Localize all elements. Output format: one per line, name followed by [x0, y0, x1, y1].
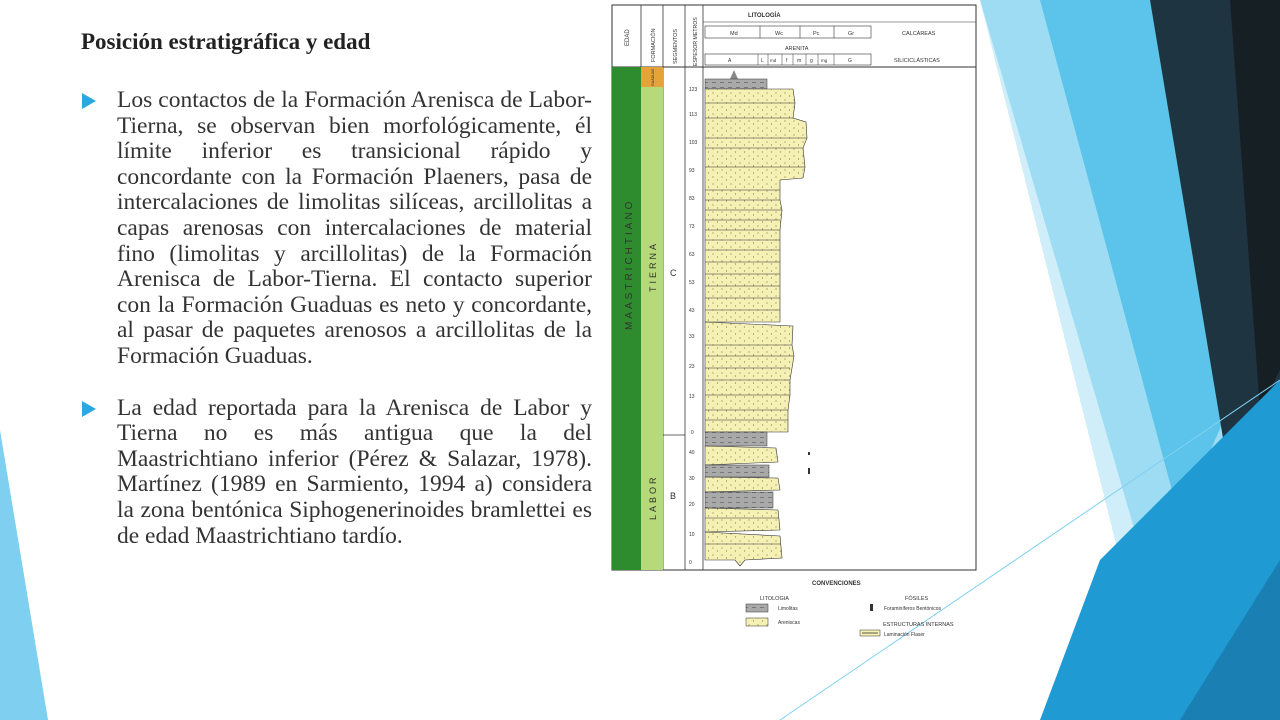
bullet-item-age — [80, 396, 592, 550]
thickness-label: 43 — [689, 308, 695, 314]
thickness-label: 20 — [689, 502, 695, 508]
legend-laminacion: Laminación Flaser — [884, 632, 925, 638]
silici-col-f: f — [786, 58, 788, 64]
guaduas-label: GUADUAS — [651, 68, 655, 86]
header-litologia: LITOLOGÍA — [748, 13, 781, 19]
bullet-list — [80, 88, 592, 549]
thickness-label: 93 — [689, 168, 695, 174]
silici-col-l: L — [761, 58, 764, 64]
silici-col-m: m — [797, 58, 802, 64]
thickness-label: 30 — [689, 476, 695, 482]
slide-title: Posición estratigráfica y edad — [81, 29, 371, 54]
thickness-label: 0 — [689, 560, 692, 566]
silici-col-a: A — [728, 58, 732, 64]
calc-col-wc: Wc — [775, 31, 783, 37]
bed-limolita — [705, 432, 767, 446]
header-edad: EDAD — [625, 29, 631, 46]
header-espesor: ESPESOR METROS — [693, 17, 699, 66]
bed-arenisca-middle — [705, 322, 794, 432]
thickness-label: 123 — [689, 87, 698, 93]
header-arenita: ARENITA — [785, 46, 809, 52]
legend-title: CONVENCIONES — [812, 581, 861, 587]
legend-foraminiferos: Foraminíferos Bentónicos — [884, 606, 941, 612]
left-bottom-shard — [0, 430, 48, 720]
silici-col-g: g — [810, 58, 813, 64]
header-siliciclasticas: SILICICLÁSTICAS — [894, 58, 940, 64]
stratigraphic-column — [606, 0, 986, 660]
thickness-label: 40 — [689, 450, 695, 456]
silici-col-mg: mg — [821, 58, 828, 63]
areniscas-swatch — [746, 618, 768, 626]
calc-col-md: Md — [730, 31, 738, 37]
thickness-label: 53 — [689, 280, 695, 286]
foraminifera-icon — [870, 604, 873, 611]
legend — [746, 581, 954, 638]
fossil-marker-icon — [808, 452, 810, 455]
thickness-label: 33 — [689, 334, 695, 340]
header-calcareas: CALCÁREAS — [902, 31, 936, 37]
column-frame — [612, 5, 976, 570]
thickness-label: 10 — [689, 532, 695, 538]
calc-col-gr: Gr — [848, 31, 855, 37]
bullet-arrow-icon — [82, 401, 96, 417]
fossil-marker-icon — [808, 468, 810, 474]
segment-c: C — [670, 268, 677, 278]
header-formacion: FORMACIÓN — [651, 28, 657, 62]
segment-b: B — [670, 491, 677, 501]
bed-arenisca — [705, 508, 780, 532]
formation-top-label: TIERNA — [648, 240, 658, 292]
bed-limolita — [705, 465, 769, 477]
silici-col-gg: G — [848, 58, 852, 64]
bullet-text: Los contactos de la Formación Arenisca de Labor-Tierna, se observan bien morfológicamente, él límite inferior es transicional rápido y concordante con la Formación Plaeners, pasa de intercalaciones de limolitas silíceas, arcillolitas a capas arenosas con intercalaciones de material fino (limolitas y arcillolitas) de la Formación Arenisca de Labor-Tierna. El contacto superior con la Formación Guaduas es neto y concordante, al pasar de paquetes arenosos a arcillolitas de la Formación Guaduas. — [117, 87, 592, 369]
thickness-label: 113 — [689, 112, 697, 118]
header-segmentos: SEGMENTOS — [673, 28, 679, 64]
thickness-label: 13 — [689, 394, 695, 400]
bullet-item-contacts — [80, 88, 592, 370]
legend-limolitas: Limolitas — [778, 606, 798, 612]
bed-arenisca — [705, 446, 778, 465]
legend-fosiles: FÓSILES — [905, 596, 929, 602]
calc-col-pc: Pc — [813, 31, 820, 37]
silici-col-md: md — [770, 58, 777, 63]
legend-litologia: LITOLOGIA — [760, 596, 789, 602]
bed-limolita — [705, 492, 773, 508]
legend-areniscas: Areniscas — [778, 620, 800, 626]
bed-arenisca — [705, 477, 780, 492]
formation-bottom-label: LABOR — [648, 474, 658, 520]
thickness-label: 73 — [689, 224, 695, 230]
legend-estructuras: ESTRUCTURAS INTERNAS — [883, 622, 954, 628]
thickness-label: 23 — [689, 364, 695, 370]
thickness-label: 63 — [689, 252, 695, 258]
bed-limolita — [705, 79, 767, 89]
thickness-label: 0 — [691, 430, 694, 436]
limolitas-swatch — [746, 604, 768, 612]
thickness-label: 103 — [689, 140, 698, 146]
bullet-text: La edad reportada para la Arenisca de Labor y Tierna no es más antigua que la del Maastrichtiano inferior (Pérez & Salazar, 1978). Martínez (1989 en Sarmiento, 1994 a) considera la zona bentónica Siphogenerinoides bramlettei es de edad Maastrichtiano tardío. — [117, 394, 592, 549]
bullet-arrow-icon — [82, 93, 96, 109]
thickness-label: 83 — [689, 196, 695, 202]
edad-label: MAASTRICHTIANO — [624, 198, 635, 330]
